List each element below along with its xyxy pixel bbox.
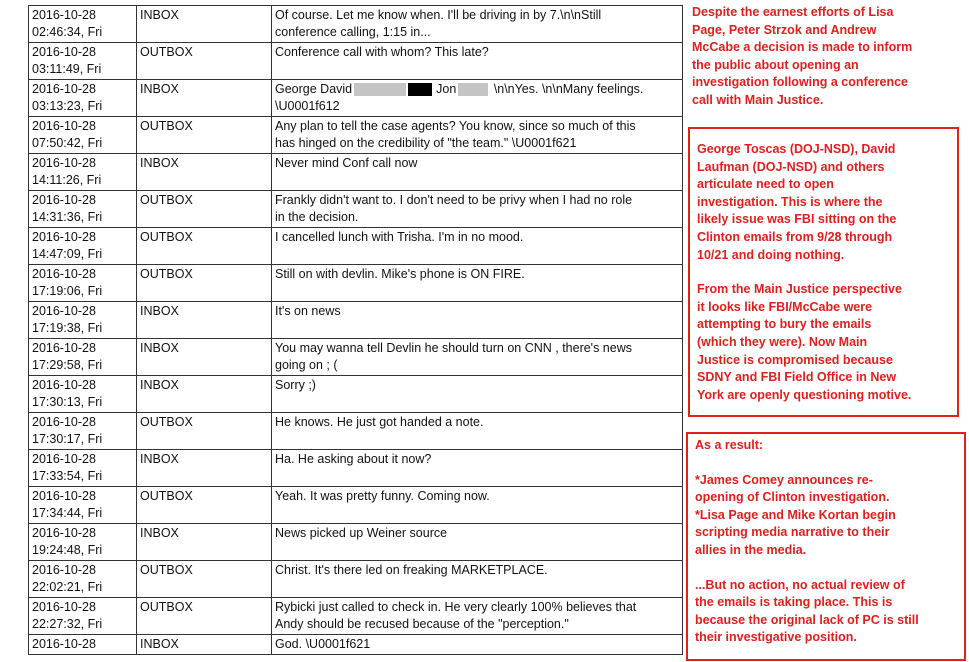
timestamp: 2016-10-28 17:19:06, Fri [29,265,137,302]
timestamp: 2016-10-28 03:13:23, Fri [29,80,137,117]
message-text: Any plan to tell the case agents? You know, since so much of this has hinged on the credibility of "the team." \U0001f621 [272,117,683,154]
timestamp: 2016-10-28 17:29:58, Fri [29,339,137,376]
timestamp: 2016-10-28 17:30:13, Fri [29,376,137,413]
message-text: Frankly didn't want to. I don't need to be privy when I had no role in the decision. [272,191,683,228]
message-text: Conference call with whom? This late? [272,43,683,80]
message-text [272,80,683,117]
mailbox: INBOX [137,635,272,655]
message-text: Rybicki just called to check in. He very clearly 100% believes that Andy should be recused because of the "perception." [272,598,683,635]
message-text: News picked up Weiner source [272,524,683,561]
message-text: Of course. Let me know when. I'll be driving in by 7.\n\nStill conference calling, 1:15 in... [272,6,683,43]
annotation-decision-note [692,4,962,110]
table-row [29,228,683,265]
table-row [29,487,683,524]
timestamp: 2016-10-28 14:47:09, Fri [29,228,137,265]
message-text: It's on news [272,302,683,339]
redaction-gray [354,83,406,96]
table-row [29,265,683,302]
mailbox: INBOX [137,6,272,43]
mailbox: OUTBOX [137,487,272,524]
table-row [29,635,683,655]
timestamp: 2016-10-28 22:27:32, Fri [29,598,137,635]
message-text: Never mind Conf call now [272,154,683,191]
mailbox: INBOX [137,302,272,339]
mailbox: INBOX [137,450,272,487]
timestamp: 2016-10-28 03:11:49, Fri [29,43,137,80]
mailbox: INBOX [137,154,272,191]
paragraph-gap [695,560,964,577]
paragraph-gap [695,455,964,472]
redaction-gray [458,83,488,96]
table-row [29,117,683,154]
mailbox: OUTBOX [137,117,272,154]
table-row [29,376,683,413]
message-text: God. \U0001f621 [272,635,683,655]
message-text: Yeah. It was pretty funny. Coming now. [272,487,683,524]
table-row [29,598,683,635]
message-text: He knows. He just got handed a note. [272,413,683,450]
mailbox: OUTBOX [137,561,272,598]
mailbox: OUTBOX [137,413,272,450]
table-row [29,524,683,561]
message-text: I cancelled lunch with Trisha. I'm in no mood. [272,228,683,265]
timestamp: 2016-10-28 17:19:38, Fri [29,302,137,339]
redaction-black [408,83,432,96]
message-text: Sorry ;) [272,376,683,413]
message-text: Christ. It's there led on freaking MARKETPLACE. [272,561,683,598]
annotation-text: George Toscas (DOJ-NSD), David Laufman (DOJ-NSD) and others articulate need to open investigation. This is where the likely issue was FBI sitting on the Clinton emails from 9/28 through 10/21 and doing nothing. [697,142,897,262]
timestamp: 2016-10-28 22:02:21, Fri [29,561,137,598]
annotation-result-box [686,432,966,661]
mailbox: OUTBOX [137,228,272,265]
mailbox: OUTBOX [137,191,272,228]
annotation-text: Despite the earnest efforts of Lisa Page, Peter Strzok and Andrew McCabe a decision is made to inform the public about opening an investigation following a conference call with Main Justice. [692,5,913,107]
message-text-suffix: \n\nYes. \n\nMany feelings. [493,82,644,96]
annotation-text: *James Comey announces re- opening of Clinton investigation. *Lisa Page and Mike Kortan begin scripting media narrative to their allies in the media. [695,472,896,557]
mailbox: INBOX [137,80,272,117]
timestamp: 2016-10-28 14:11:26, Fri [29,154,137,191]
table-row [29,413,683,450]
mailbox: INBOX [137,376,272,413]
message-text: You may wanna tell Devlin he should turn on CNN , there's news going on ; ( [272,339,683,376]
timestamp: 2016-10-28 19:24:48, Fri [29,524,137,561]
annotation-text: From the Main Justice perspective it looks like FBI/McCabe were attempting to bury the emails (which they were). Now Main Justice is compromised because SDNY and FBI Field Office in New York are openly questioning motive. [697,282,912,402]
timestamp: 2016-10-28 17:30:17, Fri [29,413,137,450]
mailbox: OUTBOX [137,598,272,635]
table-row [29,191,683,228]
timestamp: 2016-10-28 [29,635,137,655]
timestamp: 2016-10-28 17:34:44, Fri [29,487,137,524]
text-message-table [28,5,683,655]
paragraph-gap [697,264,957,281]
timestamp: 2016-10-28 07:50:42, Fri [29,117,137,154]
timestamp: 2016-10-28 17:33:54, Fri [29,450,137,487]
message-text: Still on with devlin. Mike's phone is ON FIRE. [272,265,683,302]
table-row [29,6,683,43]
message-text: Ha. He asking about it now? [272,450,683,487]
mailbox: OUTBOX [137,265,272,302]
table-row [29,154,683,191]
table-row [29,80,683,117]
mailbox: OUTBOX [137,43,272,80]
annotation-text: ...But no action, no actual review of the emails is taking place. This is because the original lack of PC is still their investigative position. [695,577,919,645]
annotation-heading: As a result: [695,438,764,452]
table-row [29,450,683,487]
timestamp: 2016-10-28 14:31:36, Fri [29,191,137,228]
mailbox: INBOX [137,524,272,561]
message-text-mid: Jon [436,82,457,96]
message-text-prefix: George David [275,82,353,96]
message-rows [29,6,683,655]
message-text-line2: \U0001f612 [275,98,340,113]
annotation-main-justice-box [688,127,959,417]
mailbox: INBOX [137,339,272,376]
table-row [29,561,683,598]
timestamp: 2016-10-28 02:46:34, Fri [29,6,137,43]
table-row [29,302,683,339]
table-row [29,43,683,80]
table-row [29,339,683,376]
